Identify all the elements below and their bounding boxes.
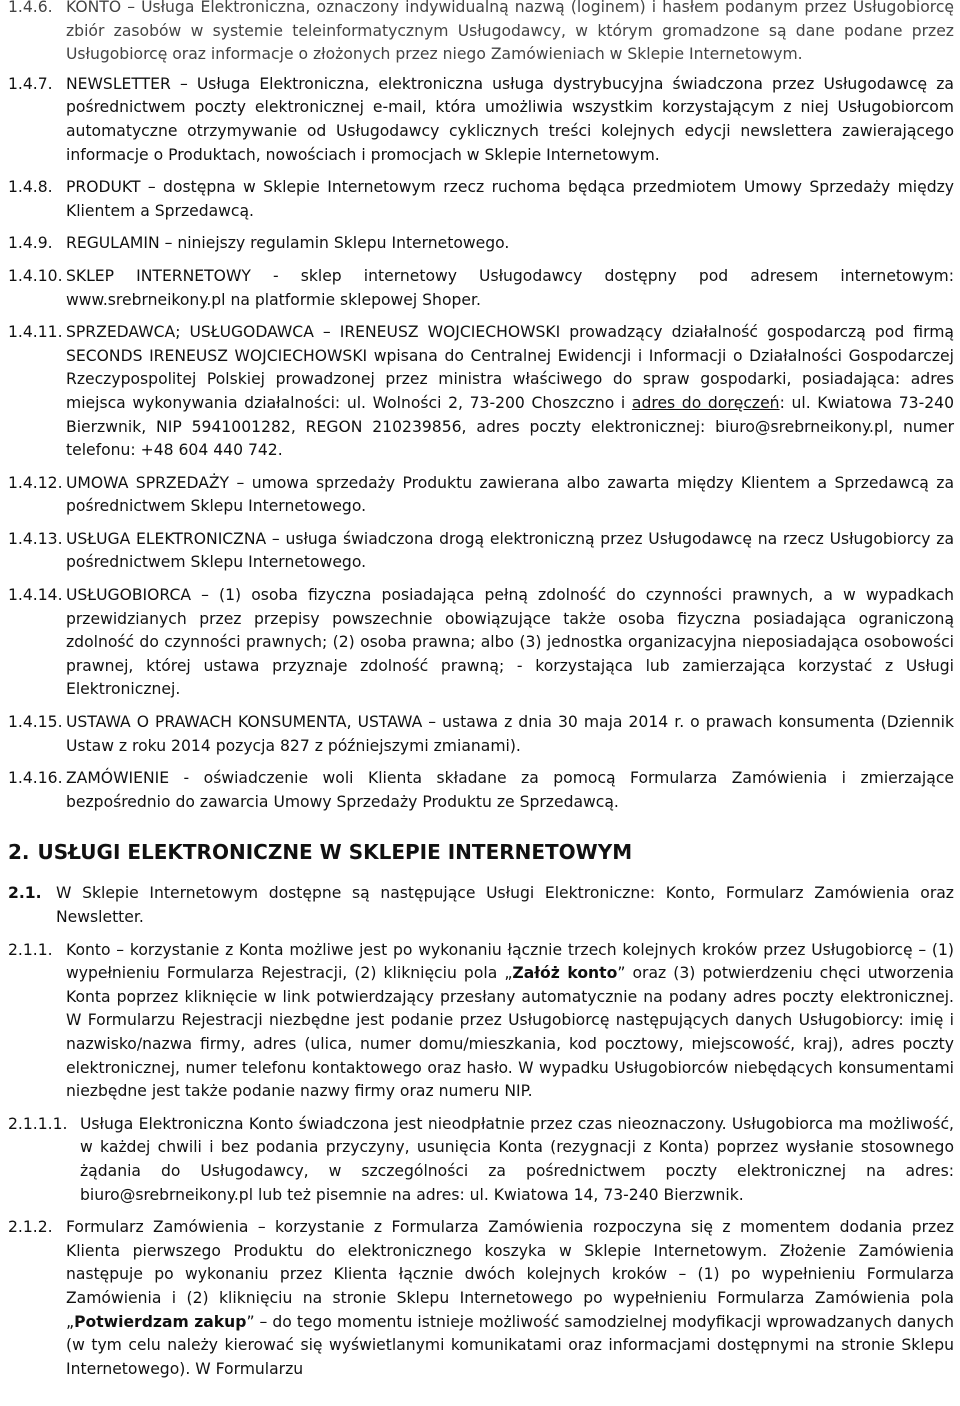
item-number: 1.4.11.: [8, 323, 63, 342]
item-text: USŁUGOBIORCA – (1) osoba fizyczna posiadająca pełną zdolność do czynności prawnych, a w wypadkach przewidzianych przez przepisy powszechnie obowiązujące także osoba fizyczna posiadająca ograniczoną zdolność do czynności prawnych; (2) osoba prawna; albo (3) jednostka organizacyjna nieposiadająca osobowości prawnej, której ustawa przyznaje zdolność prawną; - korzystająca lub zamierzająca korzystać z Usługi Elektronicznej.: [66, 586, 954, 699]
definition-uslugobiorca: [0, 584, 960, 702]
item-number: 1.4.6.: [8, 0, 53, 16]
item-number: 1.4.16.: [8, 769, 63, 788]
definition-zamowienie: [0, 767, 960, 814]
item-text: UMOWA SPRZEDAŻY – umowa sprzedaży Produktu zawierana albo zawarta między Klientem a Sprzedawcą za pośrednictwem Sklepu Internetowego.: [66, 473, 954, 516]
definition-sklep-internetowy: [0, 265, 960, 312]
clause-2-1: [0, 882, 960, 929]
item-number: 1.4.15.: [8, 713, 63, 732]
definition-umowa-sprzedazy: [0, 472, 960, 519]
item-text: KONTO – Usługa Elektroniczna, oznaczony indywidualną nazwą (loginem) i hasłem podanym przez Usługobiorcę zbiór zasobów w systemie teleinformatycznym Usługodawcy, w którym gromadzone są dane podane przez Usługobiorcę oraz informacje o złożonych przez niego Zamówieniach w Sklepie Internetowym.: [66, 0, 954, 64]
section-title: USŁUGI ELEKTRONICZNE W SKLEPIE INTERNETOWYM: [37, 840, 633, 865]
item-number: 2.1.1.1.: [8, 1114, 68, 1133]
definition-sprzedawca: [0, 321, 960, 463]
item-text-part: SPRZEDAWCA; USŁUGODAWCA – IRENEUSZ WOJCIECHOWSKI prowadzący działalność gospodarczą pod firmą SECONDS IRENEUSZ WOJCIECHOWSKI wpisana do Centralnej Ewidencji i Informacji o Działalności Gospodarczej Rzeczypospolitej Polskiej prowadzonej przez ministra właściwego do spraw gospodarki, posiadająca: adres miejsca wykonywania działalności: ul. Wolności 2, 73-200 Choszczno i: [66, 323, 954, 412]
item-number: 1.4.8.: [8, 178, 53, 197]
definition-konto: [0, 0, 960, 67]
underlined-term: adres do doręczeń: [631, 393, 780, 412]
item-number: 1.4.10.: [8, 266, 63, 285]
section-heading: [0, 838, 960, 866]
clause-2-1-1-1: [0, 1113, 960, 1207]
item-text: PRODUKT – dostępna w Sklepie Internetowym rzecz ruchoma będąca przedmiotem Umowy Sprzedaży między Klientem a Sprzedawcą.: [66, 178, 954, 220]
item-text: REGULAMIN – niniejszy regulamin Sklepu Internetowego.: [66, 234, 510, 253]
item-text-part: ” oraz (3) potwierdzeniu chęci utworzenia Konta poprzez kliknięcie w link potwierdzający przesłany automatycznie na podany adres poczty elektronicznej. W Formularzu Rejestracji niezbędne jest podanie przez Usługobiorcę następujących danych Usługobiorcy: imię i nazwisko/nazwa firmy, adres (ulica, numer domu/mieszkania, kod pocztowy, miejscowość, kraj), adres poczty elektronicznej, numer telefonu kontaktowego oraz hasło. W wypadku Usługobiorców niebędących konsumentami niezbędne jest także podanie nazwy firmy oraz numeru NIP.: [66, 964, 954, 1101]
definition-newsletter: [0, 73, 960, 167]
item-text: [66, 321, 960, 463]
definition-ustawa: [0, 711, 960, 758]
item-text: Usługa Elektroniczna Konto świadczona jest nieodpłatnie przez czas nieoznaczony. Usługobiorca ma możliwość, w każdej chwili i bez podania przyczyny, usunięcia Konta (rezygnacji z Konta) poprzez wysłanie stosownego żądania do Usługodawcy, w szczególności za pośrednictwem poczty elektronicznej na adres: biuro@srebrneikony.pl lub też pisemnie na adres: ul. Kwiatowa 14, 73-240 Bierzwnik.: [80, 1114, 954, 1204]
item-text: SKLEP INTERNETOWY - sklep internetowy Usługodawcy dostępny pod adresem internetowym: www.srebrneikony.pl na platformie sklepowej Shoper.: [66, 266, 954, 309]
item-text-part: ” – do tego momentu istnieje możliwość samodzielnej modyfikacji wprowadzanych danych (w tym celu należy kierować się wyświetlanymi komunikatami oraz informacjami dostępnymi na stronie Sklepu Internetowego). W Formularzu: [66, 1312, 954, 1378]
definition-usluga-elektroniczna: [0, 528, 960, 575]
item-text: [66, 939, 960, 1104]
item-text: USTAWA O PRAWACH KONSUMENTA, USTAWA – ustawa z dnia 30 maja 2014 r. o prawach konsumenta (Dziennik Ustaw z roku 2014 pozycja 827 z późniejszymi zmianami).: [66, 713, 954, 755]
section-number: 2.: [8, 840, 30, 865]
item-text: W Sklepie Internetowym dostępne są następujące Usługi Elektroniczne: Konto, Formularz Zamówienia oraz Newsletter.: [56, 884, 954, 926]
item-number: 1.4.13.: [8, 529, 63, 548]
item-number: 1.4.7.: [8, 74, 53, 93]
clause-2-1-1: [0, 939, 960, 1104]
item-text: ZAMÓWIENIE - oświadczenie woli Klienta składane za pomocą Formularza Zamówienia i zmierzające bezpośrednio do zawarcia Umowy Sprzedaży Produktu ze Sprzedawcą.: [66, 769, 954, 811]
bold-term: Potwierdzam zakup: [74, 1312, 247, 1331]
item-text-part: Konto – korzystanie z Konta możliwe jest po wykonaniu łącznie trzech kolejnych kroków przez Usługobiorcę – (1) wypełnieniu Formularza Rejestracji, (2) kliknięciu pola „: [66, 940, 954, 983]
item-number: 1.4.14.: [8, 586, 63, 605]
item-number: 1.4.9.: [8, 234, 53, 253]
item-number: 2.1.: [8, 884, 42, 903]
item-text: NEWSLETTER – Usługa Elektroniczna, elektroniczna usługa dystrybucyjna świadczona przez Usługodawcę za pośrednictwem poczty elektronicznej e-mail, która umożliwia wszystkim korzystającym z niej Usługobiorcom automatyczne otrzymywanie od Usługodawcy cyklicznych treści kolejnych edycji newslettera zawierającego informacje o Produktach, nowościach i promocjach w Sklepie Internetowym.: [66, 74, 954, 164]
clause-2-1-2: [0, 1216, 960, 1381]
item-number: 2.1.1.: [8, 940, 53, 959]
definition-regulamin: [0, 232, 960, 256]
item-text: USŁUGA ELEKTRONICZNA – usługa świadczona drogą elektroniczną przez Usługodawcę na rzecz Usługobiorcy za pośrednictwem Sklepu Internetowego.: [66, 529, 954, 572]
item-text: [66, 1216, 960, 1381]
item-number: 2.1.2.: [8, 1218, 53, 1237]
item-text-part: Formularz Zamówienia – korzystanie z Formularza Zamówienia rozpoczyna się z momentem dodania przez Klienta pierwszego Produktu do elektronicznego koszyka w Sklepie Internetowym. Złożenie Zamówienia następuje po wykonaniu przez Klienta łącznie dwóch kolejnych kroków – (1) po wypełnieniu Formularza Zamówienia i (2) kliknięciu na stronie Sklepu Internetowego po wypełnieniu Formularza Zamówienia pola „: [66, 1218, 954, 1331]
definition-produkt: [0, 176, 960, 223]
item-text-part: : ul. Kwiatowa 73-240 Bierzwnik, NIP 5941001282, REGON 210239856, adres poczty elektronicznej: biuro@srebrneikony.pl, numer telefonu: +48 604 440 742.: [66, 393, 954, 460]
item-number: 1.4.12.: [8, 473, 63, 492]
bold-term: Załóż konto: [512, 964, 618, 983]
